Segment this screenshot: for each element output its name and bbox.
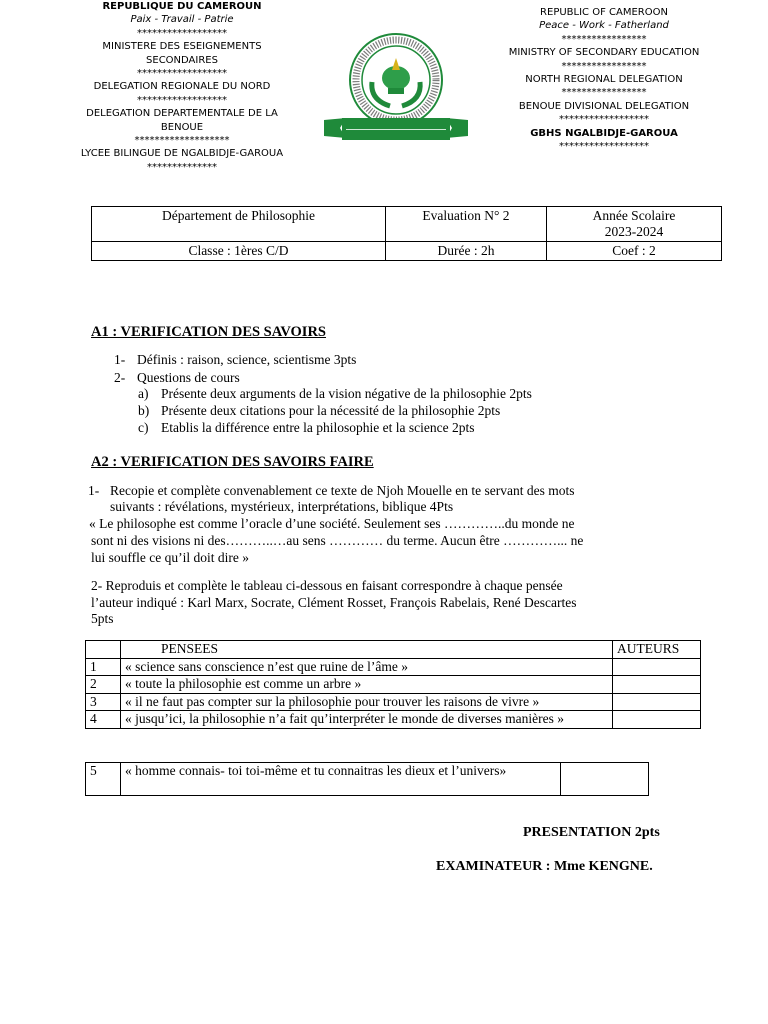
question-number: 1- (114, 352, 126, 367)
separator-stars: ***************** (561, 87, 647, 99)
sub-question-a: Présente deux arguments de la vision négative de la philosophie 2pts (161, 386, 532, 401)
table-row (86, 693, 701, 711)
school-year-cell (547, 207, 722, 242)
sub-question-b: Présente deux citations pour la nécessité de la philosophie 2pts (161, 403, 501, 418)
school-year-value: 2023-2024 (604, 224, 664, 239)
duration-cell (386, 242, 547, 261)
coefficient-cell (547, 242, 722, 261)
department-text: Département de Philosophie (162, 208, 315, 223)
separator-stars: ****************** (559, 141, 649, 153)
question-number: 2- (114, 370, 126, 385)
row-auteur[interactable] (613, 658, 701, 676)
motto-en: Peace - Work - Fatherland (539, 20, 669, 32)
class-cell (92, 242, 386, 261)
pensees-table (85, 640, 701, 729)
header-right (470, 6, 738, 153)
pensees-table-last-row (85, 762, 649, 796)
presentation-points: PRESENTATION 2pts (523, 825, 660, 840)
department-cell (92, 207, 386, 242)
table-row (86, 676, 701, 694)
row-auteur[interactable] (561, 763, 649, 796)
row-pensee: « jusqu’ici, la philosophie n’a fait qu’interpréter le monde de diverses manières » (121, 711, 613, 729)
quote-line-3: lui souffle ce qu’il doit dire » (91, 550, 249, 565)
exercise-1-line-2: suivants : révélations, mystérieux, interprétations, biblique 4Pts (110, 499, 454, 514)
table-row (86, 711, 701, 729)
sub-question-letter: b) (138, 403, 150, 418)
row-pensee: « il ne faut pas compter sur la philosophie pour trouver les raisons de vivre » (121, 693, 613, 711)
sub-question-c: Etablis la différence entre la philosophie et la science 2pts (161, 420, 475, 435)
school-year-label: Année Scolaire (592, 208, 676, 223)
row-number: 3 (86, 693, 121, 711)
divisional-delegation-fr: DELEGATION DEPARTEMENTALE DE LA BENOUE (86, 108, 278, 133)
duration-text: Durée : 2h (437, 243, 495, 258)
question-1: Définis : raison, science, scientisme 3pts (137, 352, 357, 367)
regional-delegation-en: NORTH REGIONAL DELEGATION (525, 74, 683, 86)
evaluation-text: Evaluation N° 2 (422, 208, 510, 223)
question-2: Questions de cours (137, 370, 240, 385)
ministry-en: MINISTRY OF SECONDARY EDUCATION (508, 47, 700, 59)
separator-stars: ****************** (559, 114, 649, 126)
row-number: 2 (86, 676, 121, 694)
separator-stars: ***************** (561, 60, 647, 72)
table-header-row (86, 641, 701, 659)
evaluation-cell (386, 207, 547, 242)
header-pensees: PENSEES (121, 641, 613, 659)
table-row (86, 763, 649, 796)
sub-question-letter: a) (138, 386, 149, 401)
sub-question-letter: c) (138, 420, 149, 435)
row-pensee: « science sans conscience n’est que ruine de l’âme » (121, 658, 613, 676)
row-number: 4 (86, 711, 121, 729)
country-en: REPUBLIC OF CAMEROON (540, 7, 668, 18)
separator-stars: ******************* (134, 135, 230, 147)
coefficient-text: Coef : 2 (612, 243, 656, 258)
exercise-2-line-1: 2- Reproduis et complète le tableau ci-dessous en faisant correspondre à chaque pensée (91, 578, 563, 593)
row-auteur[interactable] (613, 711, 701, 729)
row-pensee: « toute la philosophie est comme un arbre » (121, 676, 613, 694)
divisional-delegation-en: BENOUE DIVISIONAL DELEGATION (518, 100, 690, 112)
school-name-fr: LYCEE BILINGUE DE NGALBIDJE-GAROUA (80, 148, 284, 160)
header-num-cell (86, 641, 121, 659)
exercise-2-line-2: l’auteur indiqué : Karl Marx, Socrate, Clément Rosset, François Rabelais, René Descartes (91, 595, 577, 610)
regional-delegation-fr: DELEGATION REGIONALE DU NORD (93, 81, 271, 93)
header-left (52, 0, 312, 174)
exercise-1-line-1: Recopie et complète convenablement ce texte de Njoh Mouelle en te servant des mots (110, 483, 575, 498)
motto-fr: Paix - Travail - Patrie (130, 14, 234, 26)
row-auteur[interactable] (613, 676, 701, 694)
class-text: Classe : 1ères C/D (188, 243, 289, 258)
header-auteurs: AUTEURS (613, 641, 701, 659)
row-pensee: « homme connais- toi toi-même et tu connaitras les dieux et l’univers» (121, 763, 561, 796)
exercise-number: 1- (88, 483, 100, 498)
row-auteur[interactable] (613, 693, 701, 711)
quote-line-1: « Le philosophe est comme l’oracle d’une société. Seulement ses …………..du monde ne (89, 516, 575, 531)
exam-info-table (91, 206, 722, 261)
separator-stars: ***************** (561, 33, 647, 45)
ministry-fr: MINISTERE DES ESEIGNEMENTS SECONDAIRES (102, 41, 262, 66)
row-number: 5 (86, 763, 121, 796)
quote-line-2: sont ni des visions ni des………..…au sens ………… du terme. Aucun être …………... ne (91, 533, 584, 548)
table-row (86, 658, 701, 676)
school-name-en: GBHS NGALBIDJE-GAROUA (530, 127, 678, 139)
section-a1-title: A1 : VERIFICATION DES SAVOIRS (91, 324, 326, 340)
examiner-name: EXAMINATEUR : Mme KENGNE. (436, 859, 653, 874)
separator-stars: ****************** (137, 27, 227, 39)
school-crest-icon (320, 32, 472, 144)
separator-stars: ****************** (137, 68, 227, 80)
country-fr: REPUBLIQUE DU CAMEROUN (102, 1, 262, 12)
row-number: 1 (86, 658, 121, 676)
separator-stars: ************** (147, 161, 217, 173)
separator-stars: ****************** (137, 94, 227, 106)
section-a2-title: A2 : VERIFICATION DES SAVOIRS FAIRE (91, 454, 374, 470)
exercise-2-line-3: 5pts (91, 611, 114, 626)
school-logo (320, 32, 472, 144)
